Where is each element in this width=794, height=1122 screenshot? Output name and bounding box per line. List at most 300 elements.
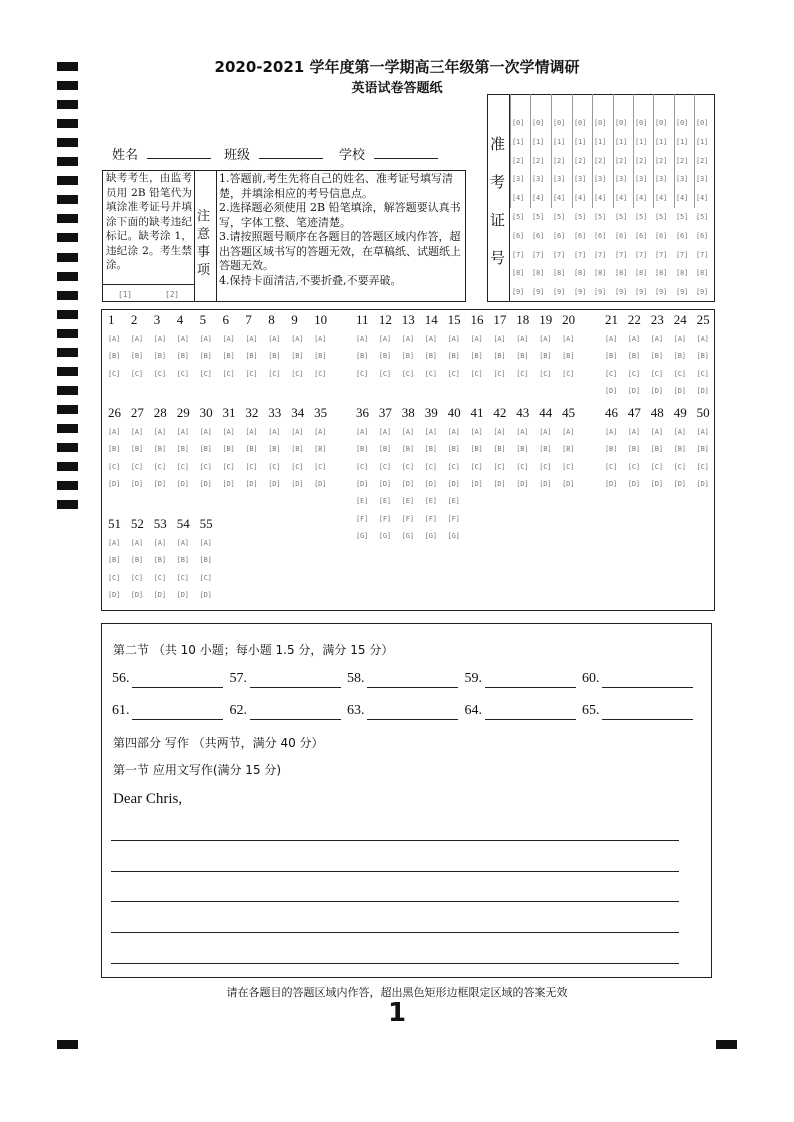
answer-bubble[interactable]: [B] (627, 445, 640, 454)
answer-bubble[interactable]: [C] (650, 369, 663, 378)
answer-bubble[interactable]: [D] (245, 479, 258, 488)
answer-bubble[interactable]: [B] (291, 445, 304, 454)
answer-bubble[interactable]: [A] (650, 428, 663, 436)
exam-id-bubble[interactable]: [1] (594, 137, 607, 146)
answer-bubble[interactable]: [D] (356, 479, 369, 488)
exam-id-bubble[interactable]: [0] (635, 119, 648, 127)
answer-bubble[interactable]: [C] (447, 462, 460, 471)
exam-id-bubble[interactable]: [2] (532, 156, 545, 165)
answer-bubble[interactable]: [A] (130, 539, 143, 547)
answer-bubble[interactable]: [C] (222, 462, 235, 471)
answer-bubble[interactable]: [A] (493, 335, 506, 343)
answer-bubble[interactable]: [A] (108, 539, 121, 547)
exam-id-bubble[interactable]: [8] (676, 269, 689, 278)
exam-id-bubble[interactable]: [3] (594, 175, 607, 184)
answer-bubble[interactable]: [C] (176, 573, 189, 582)
answer-bubble[interactable]: [A] (268, 335, 281, 343)
answer-bubble[interactable]: [D] (424, 479, 437, 488)
answer-bubble[interactable]: [A] (130, 428, 143, 436)
exam-id-bubble[interactable]: [8] (635, 269, 648, 278)
answer-bubble[interactable]: [B] (539, 445, 552, 454)
answer-bubble[interactable]: [C] (470, 369, 483, 378)
answer-bubble[interactable]: [B] (673, 445, 686, 454)
answer-bubble[interactable]: [D] (153, 479, 166, 488)
exam-id-bubble[interactable]: [5] (532, 213, 545, 221)
answer-bubble[interactable]: [A] (222, 335, 235, 343)
answer-bubble[interactable]: [B] (539, 352, 552, 361)
exam-id-bubble[interactable]: [1] (676, 137, 689, 146)
answer-bubble[interactable]: [E] (447, 497, 460, 506)
answer-bubble[interactable]: [A] (470, 428, 483, 436)
answer-bubble[interactable]: [A] (108, 335, 121, 343)
exam-id-bubble[interactable]: [4] (574, 194, 587, 203)
answer-bubble[interactable]: [C] (199, 573, 212, 582)
answer-bubble[interactable]: [A] (493, 428, 506, 436)
writing-line-1[interactable] (111, 840, 679, 841)
exam-id-bubble[interactable]: [3] (615, 175, 628, 184)
answer-bubble[interactable]: [A] (470, 335, 483, 343)
answer-bubble[interactable]: [G] (424, 531, 437, 540)
answer-bubble[interactable]: [A] (401, 335, 414, 343)
answer-bubble[interactable]: [D] (153, 590, 166, 599)
answer-bubble[interactable]: [B] (378, 445, 391, 454)
answer-bubble[interactable]: [C] (199, 462, 212, 471)
answer-bubble[interactable]: [B] (424, 352, 437, 361)
exam-id-bubble[interactable]: [7] (696, 250, 709, 259)
absent-mark-1[interactable]: [1] (118, 290, 132, 299)
answer-bubble[interactable]: [A] (199, 428, 212, 436)
answer-bubble[interactable]: [D] (605, 479, 618, 488)
answer-blank[interactable] (250, 687, 341, 688)
answer-bubble[interactable]: [C] (130, 369, 143, 378)
exam-id-bubble[interactable]: [0] (594, 119, 607, 127)
exam-id-bubble[interactable]: [9] (655, 288, 668, 297)
exam-id-bubble[interactable]: [2] (574, 156, 587, 165)
answer-bubble[interactable]: [C] (356, 462, 369, 471)
exam-id-bubble[interactable]: [4] (512, 194, 525, 203)
answer-blank[interactable] (367, 719, 458, 720)
answer-bubble[interactable]: [C] (562, 369, 575, 378)
answer-bubble[interactable]: [C] (314, 369, 327, 378)
answer-bubble[interactable]: [D] (516, 479, 529, 488)
answer-bubble[interactable]: [B] (314, 445, 327, 454)
answer-bubble[interactable]: [A] (378, 335, 391, 343)
answer-bubble[interactable]: [C] (245, 462, 258, 471)
answer-bubble[interactable]: [B] (696, 445, 709, 454)
exam-id-bubble[interactable]: [6] (696, 231, 709, 240)
writing-line-5[interactable] (111, 963, 679, 964)
exam-id-bubble[interactable]: [1] (574, 137, 587, 146)
exam-id-bubble[interactable]: [6] (594, 231, 607, 240)
answer-bubble[interactable]: [D] (199, 479, 212, 488)
exam-id-bubble[interactable]: [9] (574, 288, 587, 297)
answer-bubble[interactable]: [A] (176, 428, 189, 436)
answer-bubble[interactable]: [D] (470, 479, 483, 488)
exam-id-bubble[interactable]: [7] (532, 250, 545, 259)
answer-bubble[interactable]: [D] (696, 479, 709, 488)
answer-bubble[interactable]: [D] (493, 479, 506, 488)
answer-bubble[interactable]: [C] (378, 369, 391, 378)
answer-bubble[interactable]: [A] (627, 428, 640, 436)
answer-bubble[interactable]: [A] (673, 428, 686, 436)
answer-bubble[interactable]: [B] (516, 445, 529, 454)
answer-bubble[interactable]: [B] (222, 445, 235, 454)
exam-id-bubble[interactable]: [9] (553, 288, 566, 297)
answer-bubble[interactable]: [D] (650, 386, 663, 395)
exam-id-bubble[interactable]: [3] (655, 175, 668, 184)
exam-id-bubble[interactable]: [1] (553, 137, 566, 146)
exam-id-bubble[interactable]: [6] (574, 231, 587, 240)
answer-bubble[interactable]: [C] (562, 462, 575, 471)
violation-mark-2[interactable]: [2] (165, 290, 179, 299)
answer-bubble[interactable]: [A] (650, 335, 663, 343)
exam-id-bubble[interactable]: [9] (696, 288, 709, 297)
answer-bubble[interactable]: [A] (199, 335, 212, 343)
exam-id-bubble[interactable]: [5] (635, 213, 648, 221)
answer-bubble[interactable]: [C] (268, 462, 281, 471)
exam-id-bubble[interactable]: [1] (615, 137, 628, 146)
answer-bubble[interactable]: [G] (378, 531, 391, 540)
answer-bubble[interactable]: [A] (314, 335, 327, 343)
answer-bubble[interactable]: [A] (108, 428, 121, 436)
exam-id-bubble[interactable]: [8] (594, 269, 607, 278)
exam-id-bubble[interactable]: [5] (574, 213, 587, 221)
exam-id-bubble[interactable]: [1] (635, 137, 648, 146)
answer-bubble[interactable]: [A] (314, 428, 327, 436)
answer-bubble[interactable]: [B] (130, 556, 143, 565)
answer-bubble[interactable]: [A] (605, 335, 618, 343)
answer-bubble[interactable]: [A] (516, 335, 529, 343)
exam-id-bubble[interactable]: [3] (574, 175, 587, 184)
answer-bubble[interactable]: [D] (401, 479, 414, 488)
answer-bubble[interactable]: [B] (108, 445, 121, 454)
answer-bubble[interactable]: [A] (356, 335, 369, 343)
answer-bubble[interactable]: [B] (516, 352, 529, 361)
answer-bubble[interactable]: [E] (378, 497, 391, 506)
exam-id-bubble[interactable]: [4] (594, 194, 607, 203)
exam-id-bubble[interactable]: [0] (655, 119, 668, 127)
exam-id-bubble[interactable]: [7] (676, 250, 689, 259)
exam-id-bubble[interactable]: [2] (676, 156, 689, 165)
answer-bubble[interactable]: [D] (130, 479, 143, 488)
exam-id-bubble[interactable]: [1] (512, 137, 525, 146)
answer-bubble[interactable]: [D] (447, 479, 460, 488)
answer-bubble[interactable]: [D] (176, 590, 189, 599)
answer-bubble[interactable]: [E] (424, 497, 437, 506)
name-field[interactable] (147, 158, 211, 159)
exam-id-bubble[interactable]: [7] (635, 250, 648, 259)
exam-id-bubble[interactable]: [5] (512, 213, 525, 221)
exam-id-bubble[interactable]: [9] (635, 288, 648, 297)
answer-bubble[interactable]: [B] (153, 556, 166, 565)
answer-bubble[interactable]: [A] (424, 335, 437, 343)
answer-bubble[interactable]: [C] (245, 369, 258, 378)
answer-bubble[interactable]: [C] (153, 369, 166, 378)
answer-bubble[interactable]: [C] (314, 462, 327, 471)
answer-bubble[interactable]: [C] (516, 369, 529, 378)
answer-bubble[interactable]: [D] (314, 479, 327, 488)
answer-bubble[interactable]: [A] (516, 428, 529, 436)
answer-bubble[interactable]: [A] (401, 428, 414, 436)
answer-bubble[interactable]: [A] (539, 335, 552, 343)
exam-id-bubble[interactable]: [6] (676, 231, 689, 240)
answer-bubble[interactable]: [C] (130, 462, 143, 471)
answer-bubble[interactable]: [A] (176, 335, 189, 343)
answer-bubble[interactable]: [C] (291, 369, 304, 378)
answer-bubble[interactable]: [C] (470, 462, 483, 471)
exam-id-bubble[interactable]: [0] (696, 119, 709, 127)
answer-bubble[interactable]: [B] (424, 445, 437, 454)
exam-id-bubble[interactable]: [8] (615, 269, 628, 278)
answer-bubble[interactable]: [E] (401, 497, 414, 506)
answer-bubble[interactable]: [A] (562, 428, 575, 436)
answer-bubble[interactable]: [B] (176, 352, 189, 361)
answer-bubble[interactable]: [A] (378, 428, 391, 436)
answer-bubble[interactable]: [B] (314, 352, 327, 361)
answer-bubble[interactable]: [B] (222, 352, 235, 361)
answer-bubble[interactable]: [C] (627, 462, 640, 471)
answer-blank[interactable] (250, 719, 341, 720)
answer-bubble[interactable]: [D] (378, 479, 391, 488)
answer-bubble[interactable]: [F] (378, 514, 391, 523)
exam-id-bubble[interactable]: [6] (615, 231, 628, 240)
answer-bubble[interactable]: [C] (696, 462, 709, 471)
exam-id-bubble[interactable]: [5] (696, 213, 709, 221)
answer-bubble[interactable]: [D] (627, 479, 640, 488)
answer-bubble[interactable]: [D] (291, 479, 304, 488)
answer-bubble[interactable]: [B] (199, 352, 212, 361)
answer-bubble[interactable]: [A] (447, 335, 460, 343)
exam-id-bubble[interactable]: [0] (532, 119, 545, 127)
answer-bubble[interactable]: [A] (153, 539, 166, 547)
exam-id-bubble[interactable]: [7] (594, 250, 607, 259)
answer-bubble[interactable]: [B] (153, 352, 166, 361)
answer-bubble[interactable]: [D] (673, 386, 686, 395)
answer-bubble[interactable]: [B] (199, 445, 212, 454)
answer-bubble[interactable]: [B] (470, 352, 483, 361)
answer-bubble[interactable]: [D] (268, 479, 281, 488)
answer-bubble[interactable]: [D] (627, 386, 640, 395)
answer-bubble[interactable]: [B] (605, 352, 618, 361)
exam-id-bubble[interactable]: [4] (655, 194, 668, 203)
answer-bubble[interactable]: [B] (130, 445, 143, 454)
answer-bubble[interactable]: [B] (245, 445, 258, 454)
answer-bubble[interactable]: [A] (245, 428, 258, 436)
answer-bubble[interactable]: [B] (356, 445, 369, 454)
answer-bubble[interactable]: [A] (356, 428, 369, 436)
exam-id-bubble[interactable]: [9] (676, 288, 689, 297)
answer-bubble[interactable]: [A] (153, 428, 166, 436)
answer-bubble[interactable]: [C] (222, 369, 235, 378)
exam-id-bubble[interactable]: [3] (553, 175, 566, 184)
answer-bubble[interactable]: [B] (447, 352, 460, 361)
exam-id-bubble[interactable]: [8] (532, 269, 545, 278)
answer-bubble[interactable]: [B] (108, 556, 121, 565)
answer-bubble[interactable]: [C] (516, 462, 529, 471)
exam-id-bubble[interactable]: [7] (512, 250, 525, 259)
answer-blank[interactable] (132, 687, 223, 688)
answer-bubble[interactable]: [D] (650, 479, 663, 488)
answer-bubble[interactable]: [B] (696, 352, 709, 361)
answer-bubble[interactable]: [B] (493, 445, 506, 454)
exam-id-bubble[interactable]: [0] (512, 119, 525, 127)
answer-bubble[interactable]: [C] (153, 462, 166, 471)
answer-bubble[interactable]: [F] (401, 514, 414, 523)
exam-id-bubble[interactable]: [7] (553, 250, 566, 259)
exam-id-bubble[interactable]: [4] (635, 194, 648, 203)
answer-bubble[interactable]: [D] (539, 479, 552, 488)
answer-bubble[interactable]: [E] (356, 497, 369, 506)
exam-id-bubble[interactable]: [4] (615, 194, 628, 203)
answer-bubble[interactable]: [B] (199, 556, 212, 565)
answer-bubble[interactable]: [C] (673, 369, 686, 378)
answer-bubble[interactable]: [B] (673, 352, 686, 361)
exam-id-bubble[interactable]: [6] (553, 231, 566, 240)
exam-id-bubble[interactable]: [4] (532, 194, 545, 203)
answer-bubble[interactable]: [F] (356, 514, 369, 523)
exam-id-bubble[interactable]: [8] (574, 269, 587, 278)
answer-bubble[interactable]: [A] (447, 428, 460, 436)
answer-bubble[interactable]: [C] (401, 369, 414, 378)
answer-bubble[interactable]: [C] (291, 462, 304, 471)
exam-id-bubble[interactable]: [9] (594, 288, 607, 297)
answer-bubble[interactable]: [D] (108, 590, 121, 599)
answer-bubble[interactable]: [C] (539, 462, 552, 471)
answer-bubble[interactable]: [A] (696, 428, 709, 436)
exam-id-bubble[interactable]: [6] (532, 231, 545, 240)
answer-bubble[interactable]: [G] (401, 531, 414, 540)
exam-id-bubble[interactable]: [4] (696, 194, 709, 203)
answer-bubble[interactable]: [D] (605, 386, 618, 395)
answer-bubble[interactable]: [B] (245, 352, 258, 361)
exam-id-bubble[interactable]: [5] (594, 213, 607, 221)
exam-id-bubble[interactable]: [1] (696, 137, 709, 146)
answer-bubble[interactable]: [C] (539, 369, 552, 378)
answer-bubble[interactable]: [D] (199, 590, 212, 599)
exam-id-bubble[interactable]: [9] (512, 288, 525, 297)
writing-line-3[interactable] (111, 901, 679, 902)
exam-id-bubble[interactable]: [2] (696, 156, 709, 165)
answer-bubble[interactable]: [C] (108, 462, 121, 471)
exam-id-bubble[interactable]: [3] (676, 175, 689, 184)
answer-blank[interactable] (485, 687, 576, 688)
answer-bubble[interactable]: [C] (153, 573, 166, 582)
exam-id-bubble[interactable]: [3] (635, 175, 648, 184)
answer-bubble[interactable]: [C] (199, 369, 212, 378)
answer-bubble[interactable]: [C] (268, 369, 281, 378)
answer-bubble[interactable]: [A] (199, 539, 212, 547)
answer-bubble[interactable]: [D] (130, 590, 143, 599)
answer-bubble[interactable]: [A] (424, 428, 437, 436)
answer-bubble[interactable]: [C] (696, 369, 709, 378)
answer-bubble[interactable]: [C] (493, 369, 506, 378)
exam-id-bubble[interactable]: [4] (676, 194, 689, 203)
answer-bubble[interactable]: [A] (291, 428, 304, 436)
exam-id-bubble[interactable]: [2] (553, 156, 566, 165)
answer-bubble[interactable]: [B] (447, 445, 460, 454)
exam-id-bubble[interactable]: [0] (615, 119, 628, 127)
exam-id-bubble[interactable]: [3] (696, 175, 709, 184)
answer-bubble[interactable]: [B] (291, 352, 304, 361)
answer-bubble[interactable]: [A] (268, 428, 281, 436)
exam-id-bubble[interactable]: [3] (512, 175, 525, 184)
school-field[interactable] (374, 158, 438, 159)
answer-bubble[interactable]: [A] (153, 335, 166, 343)
answer-bubble[interactable]: [C] (108, 369, 121, 378)
answer-bubble[interactable]: [D] (108, 479, 121, 488)
answer-bubble[interactable]: [C] (130, 573, 143, 582)
exam-id-bubble[interactable]: [2] (655, 156, 668, 165)
answer-bubble[interactable]: [B] (627, 352, 640, 361)
answer-bubble[interactable]: [C] (650, 462, 663, 471)
writing-line-4[interactable] (111, 932, 679, 933)
answer-bubble[interactable]: [C] (627, 369, 640, 378)
answer-bubble[interactable]: [B] (176, 445, 189, 454)
answer-bubble[interactable]: [B] (176, 556, 189, 565)
answer-bubble[interactable]: [B] (268, 352, 281, 361)
answer-bubble[interactable]: [C] (378, 462, 391, 471)
answer-bubble[interactable]: [D] (696, 386, 709, 395)
answer-bubble[interactable]: [C] (605, 462, 618, 471)
answer-bubble[interactable]: [B] (378, 352, 391, 361)
answer-bubble[interactable]: [C] (176, 462, 189, 471)
answer-bubble[interactable]: [B] (108, 352, 121, 361)
class-field[interactable] (259, 158, 323, 159)
answer-bubble[interactable]: [B] (562, 352, 575, 361)
answer-bubble[interactable]: [C] (108, 573, 121, 582)
exam-id-bubble[interactable]: [6] (635, 231, 648, 240)
answer-bubble[interactable]: [C] (605, 369, 618, 378)
answer-bubble[interactable]: [A] (245, 335, 258, 343)
answer-bubble[interactable]: [B] (356, 352, 369, 361)
answer-blank[interactable] (132, 719, 223, 720)
answer-bubble[interactable]: [A] (605, 428, 618, 436)
answer-bubble[interactable]: [A] (673, 335, 686, 343)
exam-id-bubble[interactable]: [0] (676, 119, 689, 127)
answer-bubble[interactable]: [A] (176, 539, 189, 547)
answer-bubble[interactable]: [D] (673, 479, 686, 488)
exam-id-bubble[interactable]: [2] (635, 156, 648, 165)
answer-bubble[interactable]: [B] (153, 445, 166, 454)
exam-id-bubble[interactable]: [6] (655, 231, 668, 240)
answer-bubble[interactable]: [C] (493, 462, 506, 471)
answer-bubble[interactable]: [G] (356, 531, 369, 540)
exam-id-bubble[interactable]: [4] (553, 194, 566, 203)
exam-id-bubble[interactable]: [8] (655, 269, 668, 278)
answer-bubble[interactable]: [D] (562, 479, 575, 488)
exam-id-bubble[interactable]: [2] (615, 156, 628, 165)
exam-id-bubble[interactable]: [1] (655, 137, 668, 146)
answer-bubble[interactable]: [F] (424, 514, 437, 523)
answer-blank[interactable] (485, 719, 576, 720)
answer-bubble[interactable]: [A] (696, 335, 709, 343)
answer-blank[interactable] (602, 687, 693, 688)
exam-id-bubble[interactable]: [3] (532, 175, 545, 184)
answer-bubble[interactable]: [B] (562, 445, 575, 454)
answer-bubble[interactable]: [C] (176, 369, 189, 378)
answer-bubble[interactable]: [B] (493, 352, 506, 361)
answer-bubble[interactable]: [B] (650, 445, 663, 454)
exam-id-bubble[interactable]: [7] (655, 250, 668, 259)
answer-bubble[interactable]: [C] (356, 369, 369, 378)
answer-bubble[interactable]: [C] (424, 462, 437, 471)
exam-id-bubble[interactable]: [5] (615, 213, 628, 221)
answer-blank[interactable] (367, 687, 458, 688)
answer-bubble[interactable]: [A] (627, 335, 640, 343)
answer-bubble[interactable]: [A] (562, 335, 575, 343)
answer-bubble[interactable]: [B] (650, 352, 663, 361)
exam-id-bubble[interactable]: [0] (553, 119, 566, 127)
